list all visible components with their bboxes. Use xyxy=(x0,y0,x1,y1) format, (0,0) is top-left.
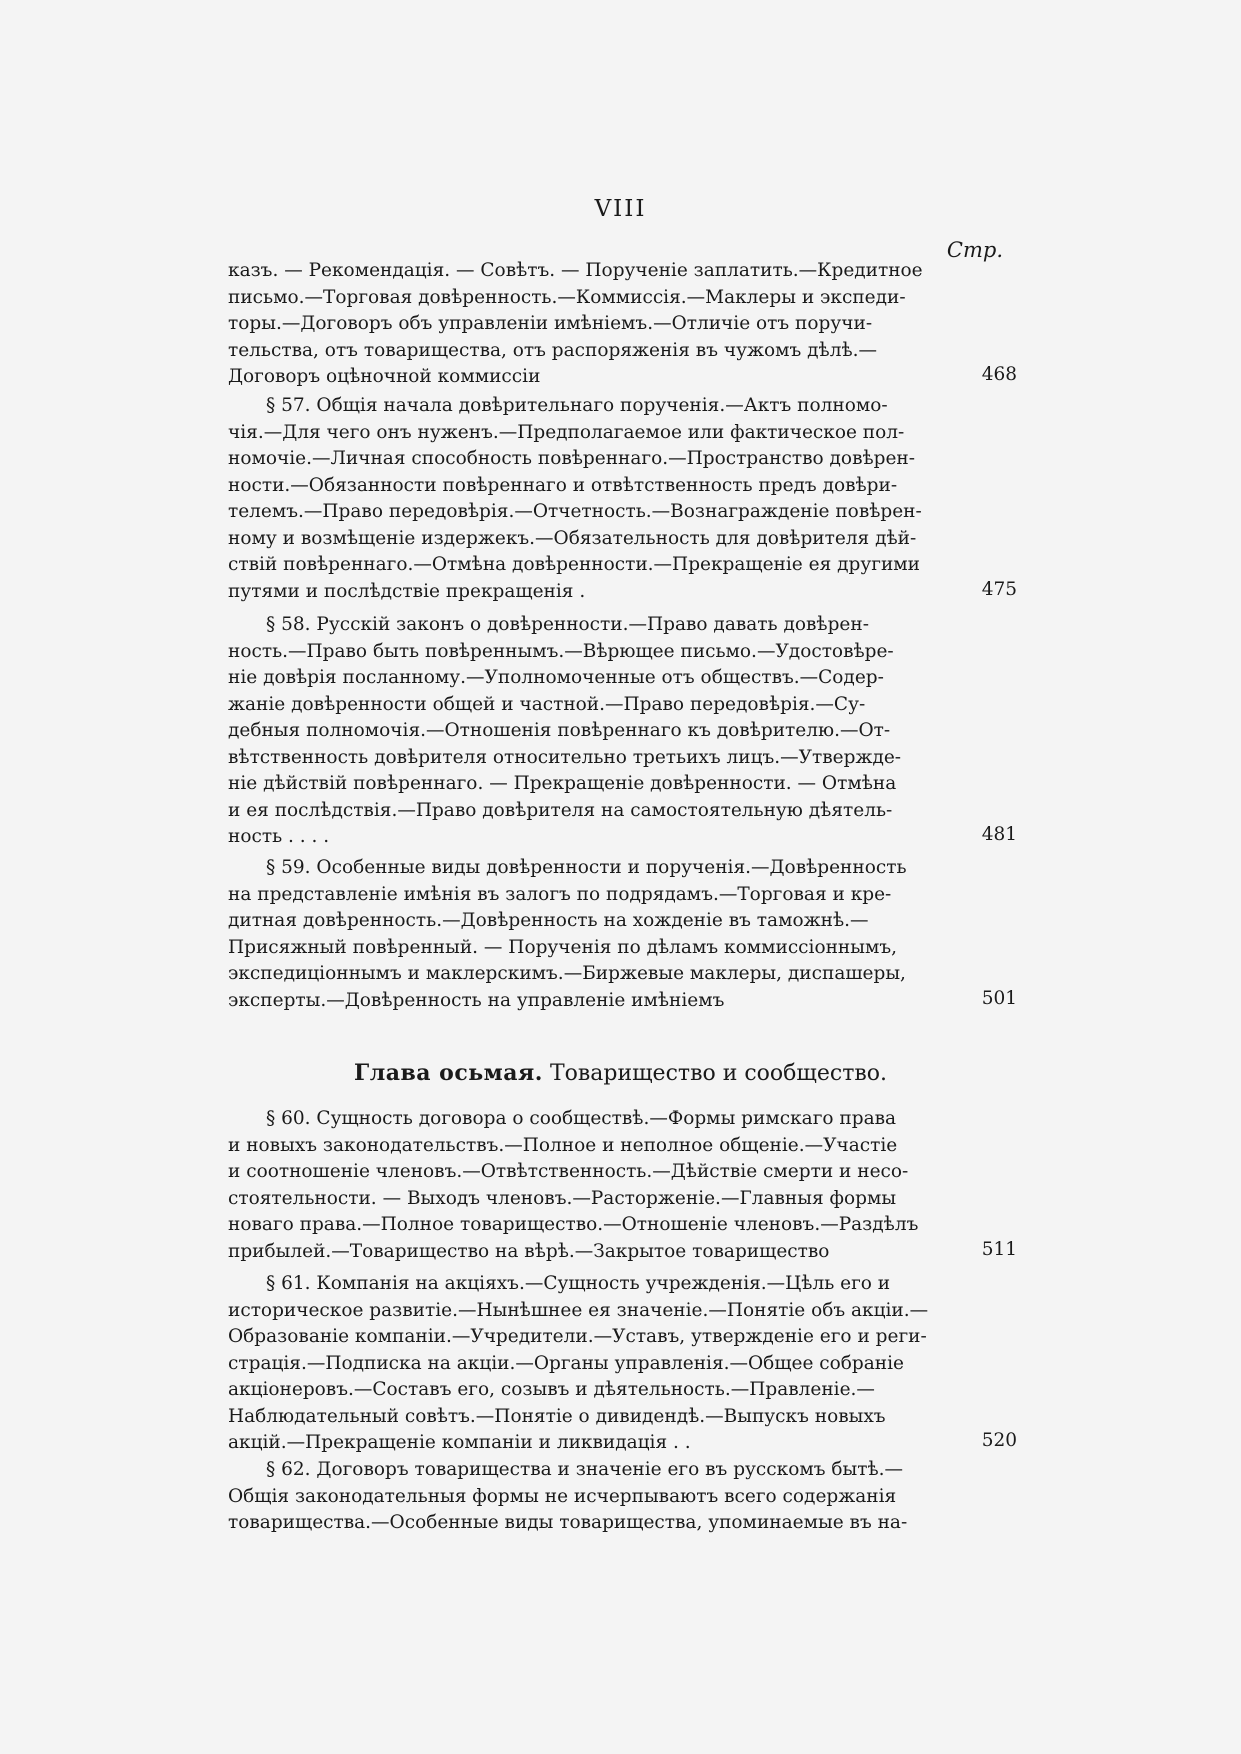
toc-entry-line: путями и послѣдствіе прекращенія . xyxy=(228,580,586,602)
toc-entry-line: § 62. Договоръ товарищества и значеніе его въ русскомъ бытѣ.— xyxy=(266,1459,904,1480)
page-number: VIII xyxy=(594,196,647,222)
toc-entry-line: страція.—Подписка на акціи.—Органы управленія.—Общее собраніе xyxy=(228,1352,904,1374)
toc-entry xyxy=(228,1271,961,1457)
toc-entry-line: эксперты.—Довѣренность на управленіе имѣніемъ xyxy=(228,989,725,1011)
chapter-heading xyxy=(0,1060,1241,1086)
toc-entry-line: § 58. Русскій законъ о довѣренности.—Право давать довѣрен- xyxy=(266,614,869,635)
toc-entry-line: историческое развитіе.—Нынѣшнее ея значеніе.—Понятіе объ акціи.— xyxy=(228,1299,929,1321)
toc-entry-line: номочіе.—Личная способность повѣреннаго.—Пространство довѣрен- xyxy=(228,448,916,469)
toc-entry-line: ность . . . . xyxy=(228,826,330,847)
toc-entry-line: и новыхъ законодательствъ.—Полное и неполное общеніе.—Участіе xyxy=(228,1134,898,1156)
toc-entry xyxy=(228,1457,961,1537)
toc-entry-line: и соотношеніе членовъ.—Отвѣтственность.—Дѣйствіе смерти и несо- xyxy=(228,1161,909,1182)
toc-entry-line: § 57. Общія начала довѣрительнаго порученія.—Актъ полномо- xyxy=(266,395,888,416)
toc-entry-line: акцій.—Прекращеніе компаніи и ликвидація . . xyxy=(228,1432,691,1453)
toc-entry xyxy=(228,393,961,605)
toc-entry-line: экспедиціоннымъ и маклерскимъ.—Биржевые маклеры, диспашеры, xyxy=(228,963,906,984)
toc-entry-line: Образованіе компаніи.—Учредители.—Уставъ, утвержденіе его и реги- xyxy=(228,1326,927,1347)
toc-entry-line: Общія законодательныя формы не исчерпываютъ всего содержанія xyxy=(228,1485,897,1507)
toc-entry-line: Договоръ оцѣночной коммиссіи xyxy=(228,366,541,387)
toc-entry-line: ности.—Обязанности повѣреннаго и отвѣтственность предъ довѣри- xyxy=(228,474,898,496)
toc-entry-line: на представленіе имѣнія въ залогъ по подрядамъ.—Торговая и кре- xyxy=(228,883,892,905)
toc-entry-line: акціонеровъ.—Составъ его, созывъ и дѣятельность.—Правленіе.— xyxy=(228,1379,875,1400)
toc-page-number: 481 xyxy=(981,824,1017,845)
toc-entry-line: ніе довѣрія посланному.—Уполномоченные отъ обществъ.—Содер- xyxy=(228,667,884,688)
toc-entry-line: ствій повѣреннаго.—Отмѣна довѣренности.—Прекращеніе ея другими xyxy=(228,554,920,575)
toc-entry-line: Наблюдательный совѣтъ.—Понятіе о дивидендѣ.—Выпускъ новыхъ xyxy=(228,1405,886,1427)
toc-entry-line: тельства, отъ товарищества, отъ распоряженія въ чужомъ дѣлѣ.— xyxy=(228,339,877,361)
toc-entry-line: § 60. Сущность договора о сообществѣ.—Формы римскаго права xyxy=(266,1108,897,1129)
chapter-title: Товарищество и сообщество. xyxy=(549,1061,887,1086)
toc-entry-line: дебныя полномочія.—Отношенія повѣреннаго къ довѣрителю.—От- xyxy=(228,720,891,741)
toc-page-number: 520 xyxy=(981,1430,1017,1451)
toc-page-number: 501 xyxy=(981,987,1017,1009)
toc-entry-line: и ея послѣдствія.—Право довѣрителя на самостоятельную дѣятель- xyxy=(228,799,893,821)
toc-entry-line: торы.—Договоръ объ управленіи имѣніемъ.—Отличіе отъ поручи- xyxy=(228,313,873,334)
toc-entry-line: § 59. Особенные виды довѣренности и порученія.—Довѣренность xyxy=(266,857,907,878)
page-column-label: Стр. xyxy=(946,238,1003,262)
toc-entry-line: товарищества.—Особенные виды товарищества, упоминаемые въ на- xyxy=(228,1512,908,1533)
toc-entry-line: Присяжный повѣренный. — Порученія по дѣламъ коммиссіоннымъ, xyxy=(228,936,898,958)
toc-entry xyxy=(228,612,961,851)
toc-entry xyxy=(228,258,961,391)
toc-entry-line: новаго права.—Полное товарищество.—Отношеніе членовъ.—Раздѣлъ xyxy=(228,1214,919,1235)
toc-entry-line: ному и возмѣщеніе издержекъ.—Обязательность для довѣрителя дѣй- xyxy=(228,527,917,549)
toc-entry-line: телемъ.—Право передовѣрія.—Отчетность.—Вознагражденіе повѣрен- xyxy=(228,501,922,522)
toc-entry-line: стоятельности. — Выходъ членовъ.—Расторженіе.—Главныя формы xyxy=(228,1187,897,1209)
toc-page-number: 468 xyxy=(981,364,1017,385)
toc-entry-line: чія.—Для чего онъ нуженъ.—Предполагаемое или фактическое пол- xyxy=(228,421,905,443)
chapter-label: Глава осьмая. xyxy=(354,1060,543,1086)
toc-page-number: 475 xyxy=(981,578,1017,600)
toc-entry-line: ность.—Право быть повѣреннымъ.—Вѣрющее письмо.—Удостовѣре- xyxy=(228,640,894,662)
toc-entry xyxy=(228,1106,961,1265)
toc-entry-line: дитная довѣренность.—Довѣренность на хожденіе въ таможнѣ.— xyxy=(228,910,869,931)
toc-page-number: 511 xyxy=(981,1238,1017,1260)
toc-entry xyxy=(228,855,961,1014)
toc-entry-line: вѣтственность довѣрителя относительно третьихъ лицъ.—Утвержде- xyxy=(228,746,902,768)
toc-entry-line: письмо.—Торговая довѣренность.—Коммиссія.—Маклеры и экспеди- xyxy=(228,286,906,308)
toc-entry-line: жаніе довѣренности общей и частной.—Право передовѣрія.—Су- xyxy=(228,693,866,715)
toc-entry-line: ніе дѣйствій повѣреннаго. — Прекращеніе довѣренности. — Отмѣна xyxy=(228,773,897,794)
toc-entry-line: § 61. Компанія на акціяхъ.—Сущность учрежденія.—Цѣль его и xyxy=(266,1273,891,1294)
toc-entry-line: казъ. — Рекомендація. — Совѣтъ. — Порученіе заплатить.—Кредитное xyxy=(228,260,923,281)
toc-entry-line: прибылей.—Товарищество на вѣрѣ.—Закрытое товарищество xyxy=(228,1240,830,1262)
